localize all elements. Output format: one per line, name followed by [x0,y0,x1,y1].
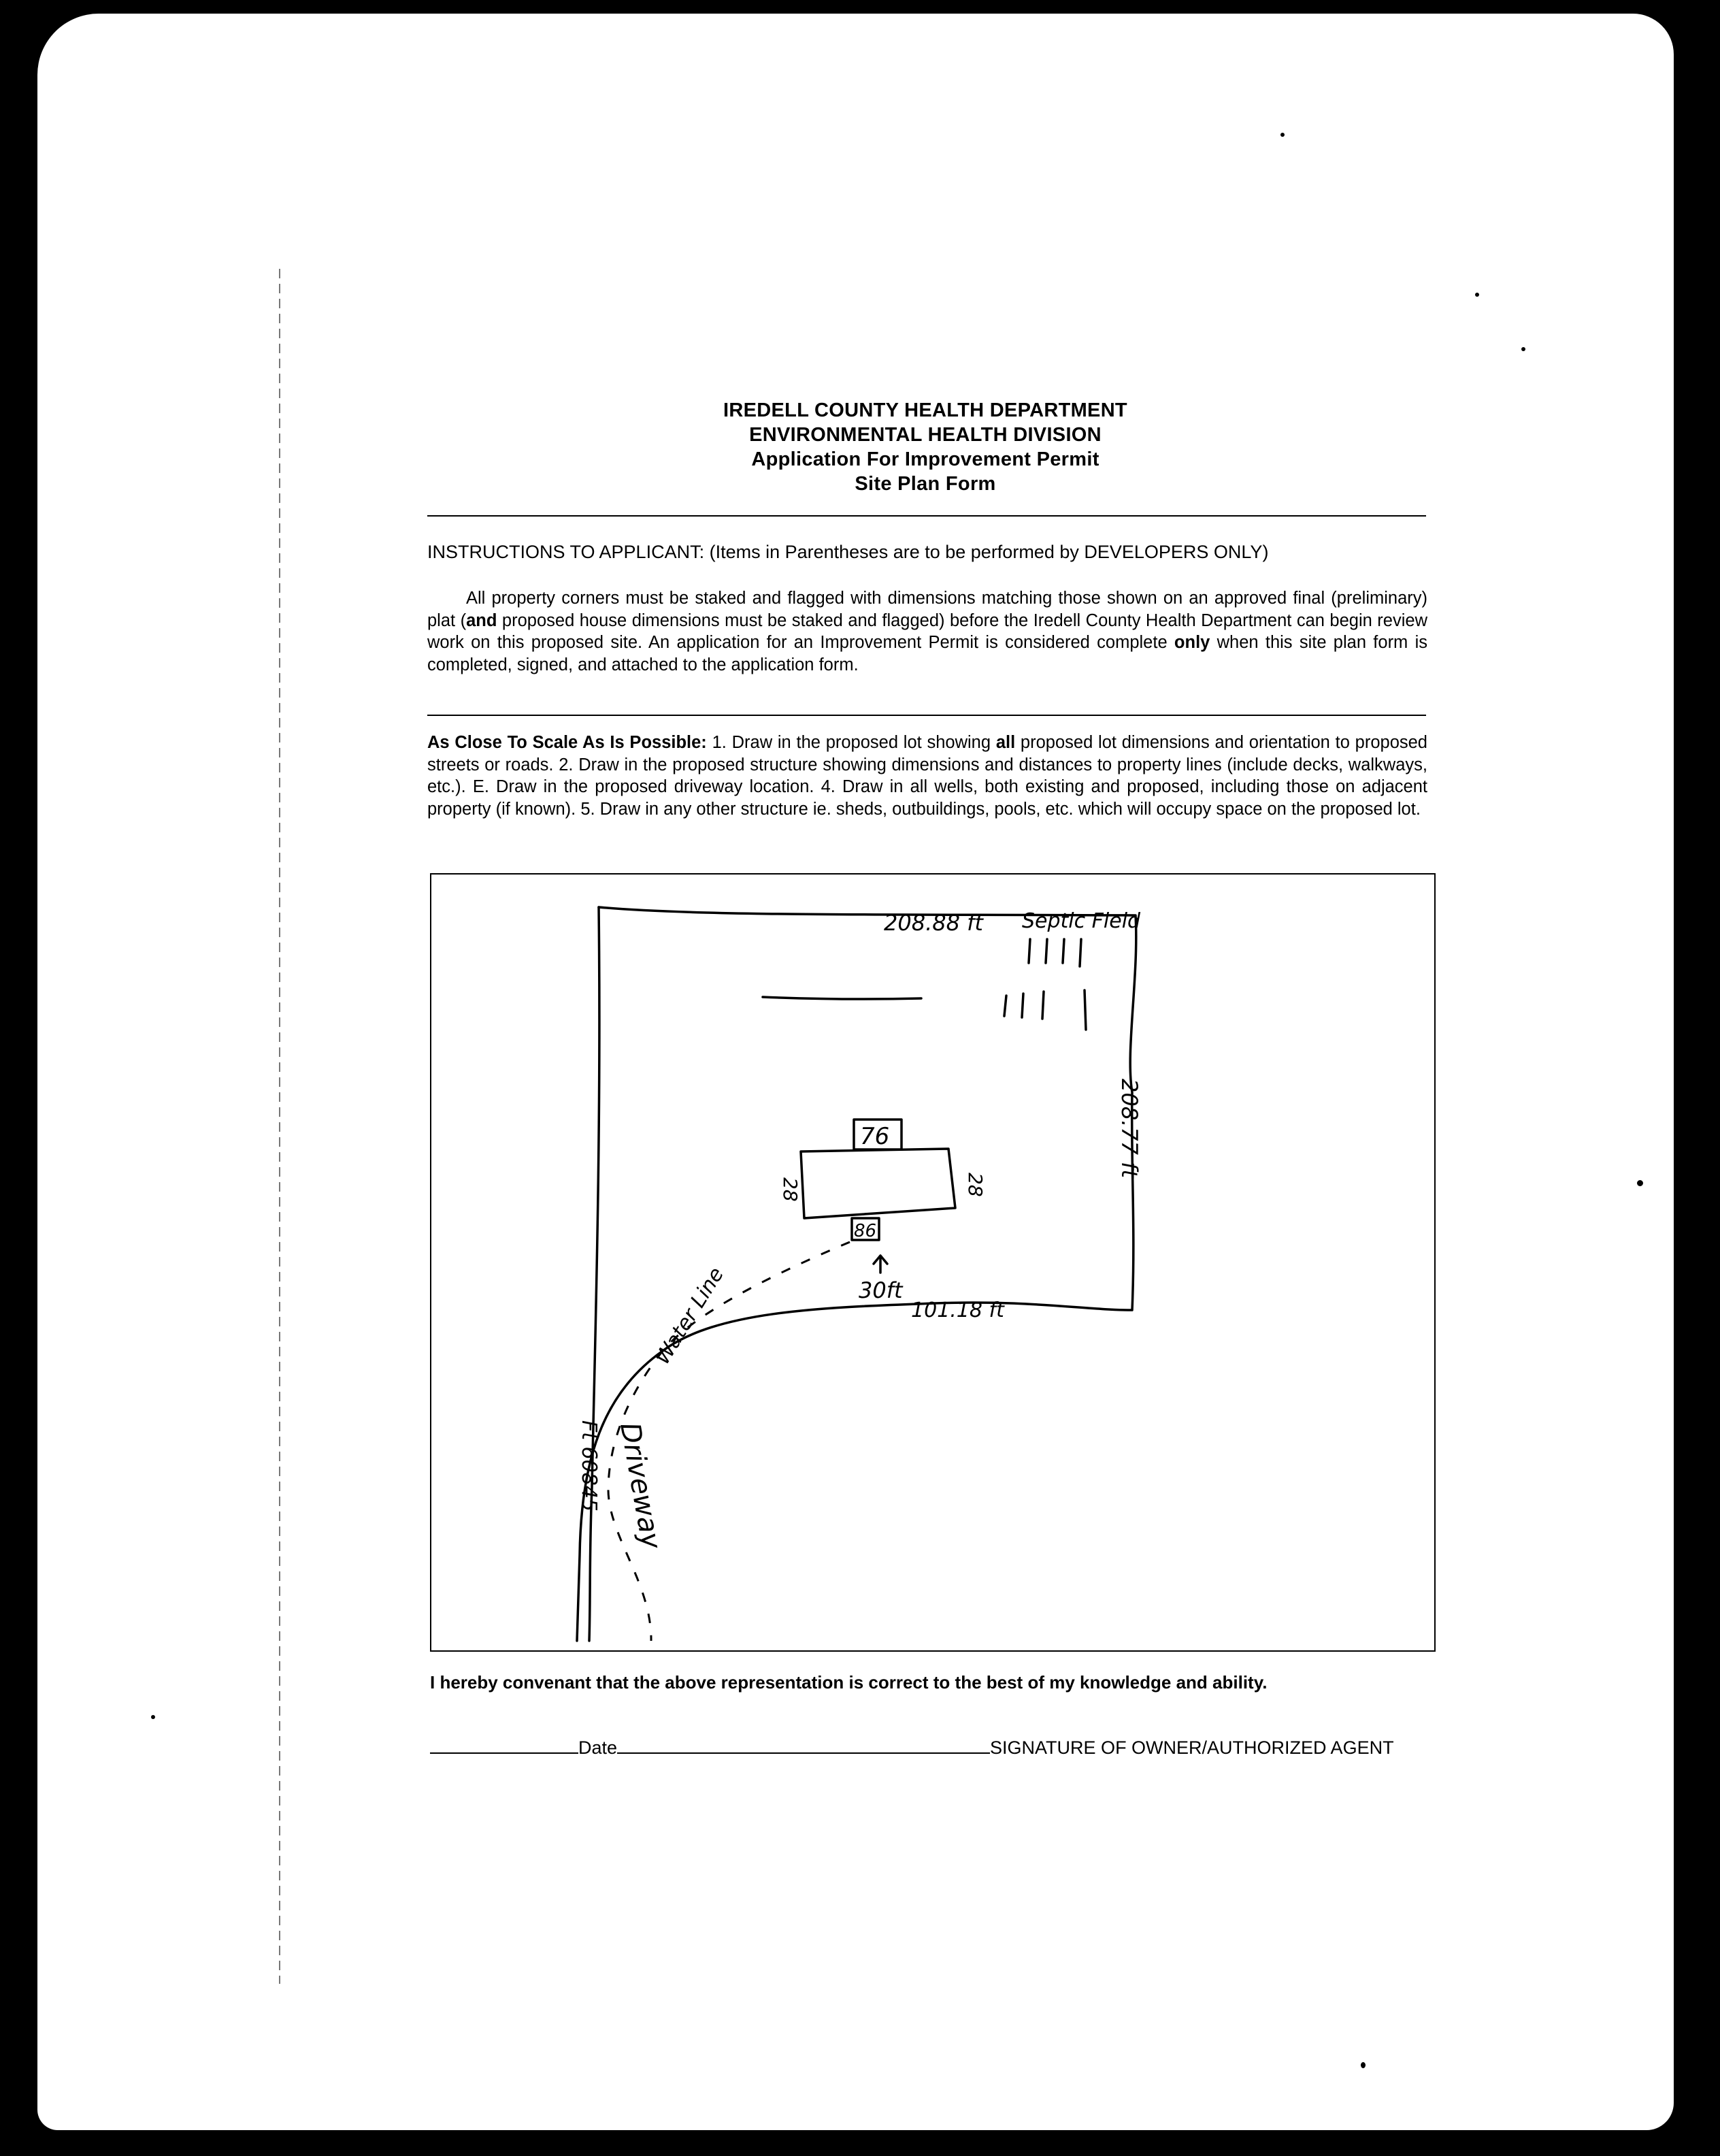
header-application: Application For Improvement Permit [751,448,1099,470]
divider-top [427,515,1426,517]
setback-label: 30ft [859,1277,903,1303]
right-dimension-label: 208.77 ft [1117,1079,1142,1178]
scan-smudge [531,2142,578,2146]
date-label: Date [578,1737,618,1758]
scan-speck [1361,2062,1366,2068]
bottom-dimension-label: 101.18 ft [911,1298,1004,1322]
divider-middle [427,715,1426,716]
scale-instructions-paragraph: As Close To Scale As Is Possible: 1. Draw in the proposed lot showing all proposed lot dimensions and orientation to proposed streets or roads. 2. Draw in the proposed structure showing dimensions and distances to property lines (include decks, walkways, etc.). E. Draw in the proposed driveway location. 4. Draw in all wells, both existing and proposed, including those on adjacent property (if known). 5. Draw in any other structure ie. sheds, outbuildings, pools, etc. which will occupy space on the proposed lot. [427,733,1427,819]
house-outline [801,1149,955,1218]
house-number-label: 76 [860,1123,890,1150]
lot-left-edge [589,907,599,1641]
signature-label: SIGNATURE OF OWNER/AUTHORIZED AGENT [990,1737,1394,1758]
left-dimension-label: Ft 60845 [577,1420,601,1512]
top-dash-line [763,997,921,999]
instructions-heading: INSTRUCTIONS TO APPLICANT: (Items in Parentheses are to be performed by DEVELOPERS ONLY) [427,542,1269,562]
scan-speck [151,1715,155,1719]
small-box-label: 86 [854,1221,877,1241]
scan-speck [1475,293,1479,297]
signature-row [430,1737,1437,1759]
scan-speck [1280,133,1285,137]
top-dimension-label: 208.88 ft [884,910,983,936]
driveway-label: Driveway [614,1420,667,1552]
header-division: ENVIRONMENTAL HEALTH DIVISION [749,424,1102,446]
house-right-dimension: 28 [964,1173,987,1197]
scan-speck [1637,1180,1643,1186]
scan-smudge [344,2142,418,2146]
date-blank[interactable] [430,1752,578,1754]
site-plan-drawing-area[interactable] [430,873,1436,1652]
instructions-paragraph: All property corners must be staked and flagged with dimensions matching those shown on an approved final (preliminary) plat (and proposed house dimensions must be staked and flagged) before the Iredell County Health Department can begin review work on this proposed site. An application for an Improvement Permit is considered complete only when this site plan form is completed, signed, and attached to the application form. [427,589,1428,674]
covenant-statement: I hereby convenant that the above representation is correct to the best of my knowledge and ability. [430,1672,1268,1693]
signature-blank[interactable] [617,1752,990,1754]
scan-margin-line [279,269,280,1984]
septic-field-lines [1004,939,1086,1030]
site-plan-sketch [431,875,1437,1653]
scan-speck [1521,347,1525,351]
water-line-label: Water Line [650,1263,729,1369]
header-department: IREDELL COUNTY HEALTH DEPARTMENT [723,399,1127,421]
header-form-name: Site Plan Form [855,473,996,495]
setback-arrow [874,1256,887,1273]
septic-label: Septic Field [1022,909,1141,933]
house-left-dimension: 28 [779,1177,801,1202]
